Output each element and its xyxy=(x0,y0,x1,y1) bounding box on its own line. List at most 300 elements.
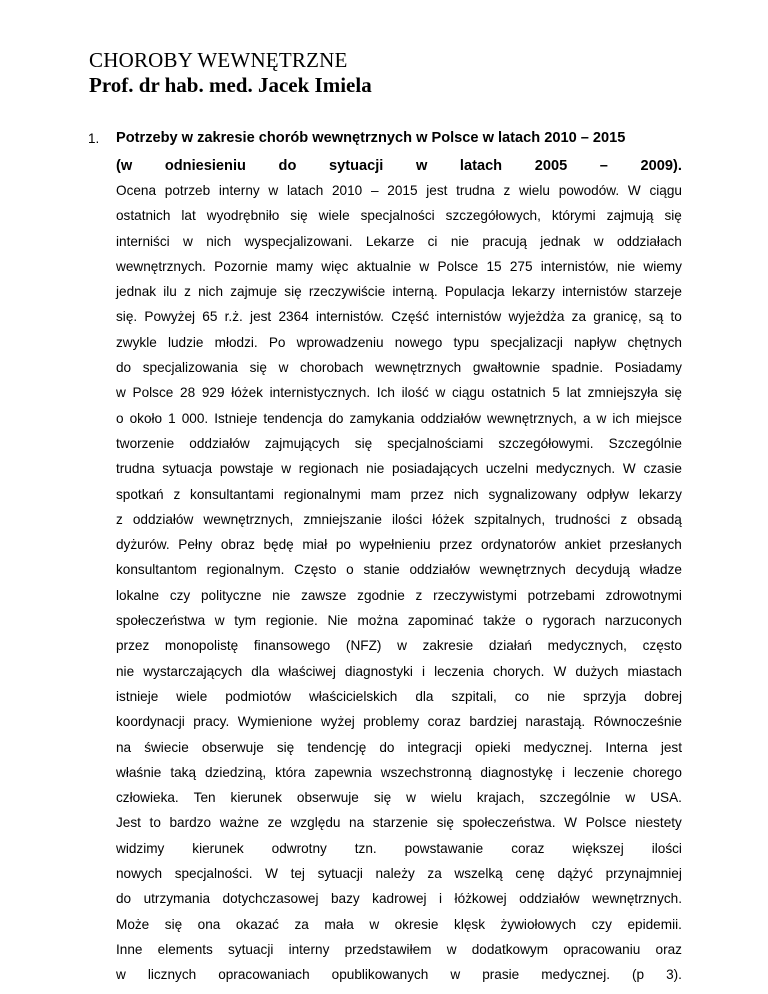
body-word: się xyxy=(664,385,682,401)
body-word: ostatnich xyxy=(116,208,171,224)
body-word: – xyxy=(370,183,379,198)
body-word: należy xyxy=(375,866,415,882)
body-word: w xyxy=(116,385,126,401)
body-word: rygorach xyxy=(542,613,596,629)
heading-word: latach xyxy=(459,158,503,174)
body-word: z xyxy=(116,511,123,527)
heading-word: w xyxy=(415,158,428,174)
body-word: a xyxy=(582,410,591,426)
body-word: jednak xyxy=(540,233,581,249)
body-word: w xyxy=(214,613,225,629)
heading-word: do xyxy=(278,158,297,174)
body-word: bazy xyxy=(330,891,360,907)
body-word: to xyxy=(149,815,161,831)
body-word: gwałtownie xyxy=(472,360,541,376)
body-word: pracy. xyxy=(193,714,230,730)
body-word: ciągu xyxy=(649,183,682,198)
body-word: wszelką xyxy=(454,866,503,882)
body-word: specjalności xyxy=(360,208,435,224)
body-word: Posiadamy xyxy=(614,360,682,376)
body-word: decydują xyxy=(575,562,630,578)
body-line xyxy=(116,735,682,760)
body-line xyxy=(116,254,682,279)
body-word: się xyxy=(276,739,295,755)
body-word: zamykania xyxy=(349,410,415,426)
body-word: 2015 xyxy=(387,183,418,198)
body-word: specjalizacji xyxy=(490,334,563,350)
body-word: chorobach xyxy=(300,360,364,376)
body-word: wypełnieniu xyxy=(359,537,431,553)
body-word: się xyxy=(164,916,183,932)
body-word: wyżej xyxy=(320,714,355,730)
body-word: rzeczywiście xyxy=(308,284,386,300)
body-word: medycznej. xyxy=(523,739,593,755)
heading-word: odniesieniu xyxy=(164,158,246,174)
body-word: oddziałów xyxy=(132,511,194,527)
body-word: wielu xyxy=(430,790,462,806)
body-word: zmniejszyła xyxy=(587,385,658,401)
body-line xyxy=(116,962,682,987)
body-word: szczególnie xyxy=(539,790,611,806)
body-word: o xyxy=(525,613,533,629)
body-word: się. xyxy=(116,309,138,325)
body-word: z xyxy=(620,511,628,527)
body-word: Interna xyxy=(605,739,648,755)
body-word: nie xyxy=(116,663,135,679)
body-line xyxy=(116,482,682,507)
body-word: regionach xyxy=(298,461,359,477)
body-word: za xyxy=(571,309,587,325)
body-word: interny xyxy=(288,941,330,957)
heading-word: – xyxy=(599,158,608,174)
body-word: w xyxy=(281,461,292,477)
body-word: rzeczywistymi xyxy=(433,587,517,603)
body-word: którymi xyxy=(551,208,596,224)
body-word: internistycznych. xyxy=(269,385,371,401)
body-word: wiele xyxy=(318,208,350,224)
body-word: ciągu xyxy=(452,385,485,401)
body-word: epidemii. xyxy=(627,916,682,932)
body-word: jednak xyxy=(116,284,157,300)
body-word: leczenia xyxy=(434,663,484,679)
body-word: Ten xyxy=(193,790,216,806)
body-word: Populacja xyxy=(444,284,505,300)
body-word: interną. xyxy=(392,284,438,300)
body-word: obraz xyxy=(220,537,255,553)
body-word: z xyxy=(415,587,423,603)
body-word: medycznych. xyxy=(535,461,616,477)
body-word: właściwej xyxy=(278,663,336,679)
body-line xyxy=(116,760,682,785)
body-word: medycznych, xyxy=(547,638,627,654)
body-line xyxy=(116,456,682,481)
body-word: spadnie. xyxy=(551,360,604,376)
body-word: przedstawiłem xyxy=(344,941,432,957)
body-word: problemy xyxy=(363,714,420,730)
body-word: posiadających xyxy=(391,461,479,477)
body-word: szpitali, xyxy=(451,688,497,704)
body-word: ich xyxy=(612,410,630,426)
body-word: 3). xyxy=(666,967,682,983)
body-word: wystarczających xyxy=(143,663,243,679)
body-word: po xyxy=(335,537,351,553)
body-word: jest xyxy=(660,739,682,755)
body-line xyxy=(116,659,682,684)
body-word: ilu xyxy=(163,284,177,300)
body-line xyxy=(116,178,682,203)
body-word: łóżkowej xyxy=(454,891,507,907)
body-word: zapominać xyxy=(407,613,474,629)
body-word: starzeje xyxy=(634,284,682,300)
body-word: USA. xyxy=(650,790,682,806)
body-word: wprowadzeniu xyxy=(296,334,384,350)
body-word: się xyxy=(664,208,682,224)
body-word: ludzie xyxy=(167,334,204,350)
body-word: odpływ xyxy=(586,486,630,502)
body-word: kierunek xyxy=(230,790,282,806)
body-word: w xyxy=(369,916,380,932)
body-word: wewnętrznych xyxy=(375,360,462,376)
body-word: Wymienione xyxy=(237,714,313,730)
body-word: względu xyxy=(290,815,341,831)
document-title: CHOROBY WEWNĘTRZNE xyxy=(89,48,348,72)
body-word: Polsce xyxy=(585,815,627,831)
body-word: zajmuje xyxy=(230,284,278,300)
body-word: są xyxy=(648,309,664,325)
body-word: sygnalizowany xyxy=(488,486,577,502)
body-word: 2364 xyxy=(278,309,309,325)
body-word: Część xyxy=(391,309,429,325)
body-word: i xyxy=(439,891,443,907)
body-word: często xyxy=(642,638,682,654)
heading-word: (w xyxy=(116,158,133,174)
body-word: opublikowanych xyxy=(331,967,429,983)
body-word: internistów. xyxy=(315,309,384,325)
body-word: latach xyxy=(286,183,324,198)
body-word: dyżurów. xyxy=(116,537,170,553)
body-word: sytuacji xyxy=(317,866,363,882)
body-word: (NFZ) xyxy=(345,638,382,654)
body-word: Pozornie xyxy=(214,258,268,274)
body-paragraph xyxy=(116,178,682,988)
body-word: wszechstronną xyxy=(380,764,472,780)
body-word: Powyżej xyxy=(144,309,196,325)
body-word: za xyxy=(427,866,442,882)
body-word: ordynatorów xyxy=(481,537,556,553)
heading-line: Potrzeby w zakresie chorób wewnętrznych w Polsce w latach 2010 – 2015 xyxy=(116,130,626,146)
body-word: trudności xyxy=(555,511,611,527)
body-word: regionalnymi xyxy=(283,486,361,502)
body-word: Po xyxy=(268,334,286,350)
body-word: W xyxy=(265,866,278,882)
body-word: specjalizowania xyxy=(142,360,238,376)
body-word: licznych xyxy=(147,967,197,983)
body-word: W xyxy=(622,461,636,477)
body-word: wielu xyxy=(518,183,550,198)
body-word: oddziałów xyxy=(189,435,250,451)
body-word: finansowego xyxy=(253,638,331,654)
body-line xyxy=(116,304,682,329)
body-word: narastają. xyxy=(525,714,586,730)
body-word: mała xyxy=(324,916,354,932)
document-author: Prof. dr hab. med. Jacek Imiela xyxy=(89,73,372,97)
body-word: i xyxy=(561,764,565,780)
body-word: coraz xyxy=(511,840,545,856)
body-word: pracują xyxy=(482,233,527,249)
body-word: miastach xyxy=(627,663,682,679)
body-word: sytuacja xyxy=(162,461,213,477)
body-word: się xyxy=(354,435,373,451)
body-word: regionie. xyxy=(265,613,318,629)
body-word: diagnostykę xyxy=(480,764,553,780)
body-word: do xyxy=(379,739,395,755)
body-word: taką xyxy=(170,764,197,780)
body-word: integracji xyxy=(407,739,462,755)
body-word: stanie xyxy=(363,562,400,578)
body-word: zmniejszanie xyxy=(303,511,382,527)
body-word: napływ xyxy=(574,334,617,350)
body-word: bardzo xyxy=(169,815,212,831)
body-word: starzenie xyxy=(372,815,428,831)
body-word: okazać xyxy=(235,916,279,932)
body-word: dużych xyxy=(575,663,619,679)
body-word: ankiet xyxy=(564,537,601,553)
heading-line xyxy=(116,152,682,180)
body-word: nie xyxy=(547,688,566,704)
body-word: wewnętrznych. xyxy=(116,258,206,274)
body-word: specjalnościami xyxy=(387,435,484,451)
body-word: utrzymania xyxy=(143,891,211,907)
body-word: W xyxy=(564,815,577,831)
body-word: społeczeństwa xyxy=(116,613,206,629)
body-word: i xyxy=(422,663,426,679)
body-word: tej xyxy=(290,866,305,882)
body-word: oddziałów xyxy=(409,562,470,578)
body-word: dla xyxy=(415,688,434,704)
body-word: Ich xyxy=(376,385,395,401)
body-word: ilości xyxy=(651,840,682,856)
body-word: Szczególnie xyxy=(608,435,682,451)
body-word: nie xyxy=(450,233,469,249)
body-word: typu xyxy=(453,334,480,350)
body-line xyxy=(116,785,682,810)
body-word: dotychczasowej xyxy=(222,891,319,907)
body-word: lat xyxy=(181,208,196,224)
body-word: wewnętrznych, xyxy=(203,511,294,527)
body-word: w xyxy=(397,638,407,654)
body-word: w xyxy=(183,233,193,249)
body-word: przynajmniej xyxy=(605,866,682,882)
body-word: Inne xyxy=(116,941,143,957)
body-line xyxy=(116,810,682,835)
body-word: opieki xyxy=(475,739,511,755)
body-word: w xyxy=(116,967,126,983)
body-line xyxy=(116,912,682,937)
body-word: do xyxy=(116,360,132,376)
body-word: z xyxy=(173,486,181,502)
body-line xyxy=(116,203,682,228)
body-word: tendencję xyxy=(307,739,367,755)
body-word: przesłanych xyxy=(609,537,682,553)
body-word: świecie xyxy=(144,739,189,755)
body-word: w xyxy=(419,258,430,274)
body-word: zajmujących xyxy=(264,435,340,451)
body-word: wewnętrznych, xyxy=(487,410,577,426)
body-word: można xyxy=(357,613,399,629)
body-word: władze xyxy=(639,562,682,578)
body-word: dla xyxy=(251,663,270,679)
body-line xyxy=(116,608,682,633)
body-word: łóżek xyxy=(231,385,263,401)
body-line xyxy=(116,380,682,405)
body-word: 1 xyxy=(168,410,176,426)
body-word: uczelni xyxy=(485,461,529,477)
body-word: specjalności. xyxy=(174,866,253,882)
body-word: około xyxy=(129,410,163,426)
body-word: medycznej. xyxy=(541,967,610,983)
body-word: nie xyxy=(366,461,385,477)
body-word: miejsce xyxy=(635,410,682,426)
body-word: dążyć xyxy=(557,866,593,882)
body-word: Często xyxy=(294,562,337,578)
body-word: Istnieje xyxy=(214,410,258,426)
body-word: 15 xyxy=(486,258,502,274)
body-line xyxy=(116,684,682,709)
body-word: miał xyxy=(302,537,328,553)
body-word: ilość xyxy=(401,385,429,401)
body-word: człowieka. xyxy=(116,790,179,806)
body-word: łóżek xyxy=(432,511,465,527)
body-word: narzuconych xyxy=(604,613,682,629)
body-word: cenę xyxy=(515,866,545,882)
body-word: 929 xyxy=(201,385,225,401)
body-word: kadrowej xyxy=(372,891,427,907)
body-word: (p xyxy=(632,967,645,983)
body-word: ilości xyxy=(392,511,423,527)
body-word: potrzebami xyxy=(527,587,595,603)
body-line xyxy=(116,709,682,734)
body-word: na xyxy=(349,815,365,831)
body-word: wiele xyxy=(176,688,208,704)
body-word: oraz xyxy=(655,941,682,957)
body-word: do xyxy=(328,410,344,426)
body-word: o xyxy=(116,410,124,426)
body-word: przez xyxy=(116,638,150,654)
body-word: przez xyxy=(439,537,473,553)
body-word: internistów xyxy=(436,309,502,325)
body-word: Ocena xyxy=(116,183,157,198)
body-word: klęsk xyxy=(454,916,485,932)
body-word: 5 xyxy=(552,385,560,401)
body-word: czasie xyxy=(643,461,682,477)
body-word: wyjeżdża xyxy=(508,309,565,325)
body-word: która xyxy=(275,764,306,780)
body-word: szczegółowych, xyxy=(445,208,541,224)
body-word: W xyxy=(553,663,567,679)
body-word: do xyxy=(116,891,132,907)
body-word: tworzenie xyxy=(116,435,175,451)
body-word: niestety xyxy=(635,815,682,831)
body-word: się xyxy=(373,790,392,806)
body-word: lekarzy xyxy=(511,284,555,300)
body-line xyxy=(116,633,682,658)
body-word: zakresie xyxy=(422,638,474,654)
body-word: wewnętrznych xyxy=(479,562,566,578)
body-word: krajach, xyxy=(476,790,525,806)
body-word: Może xyxy=(116,916,150,932)
body-word: działań xyxy=(488,638,532,654)
body-word: tym xyxy=(234,613,257,629)
body-line xyxy=(116,886,682,911)
body-word: z xyxy=(503,183,511,198)
body-word: za xyxy=(294,916,309,932)
body-word: opracowaniu xyxy=(563,941,641,957)
body-line xyxy=(116,507,682,532)
body-word: w xyxy=(435,385,446,401)
body-word: spotkań xyxy=(116,486,164,502)
body-word: czy xyxy=(591,916,612,932)
list-item-number: 1. xyxy=(88,131,100,146)
body-word: się xyxy=(284,284,302,300)
body-line xyxy=(116,557,682,582)
section-heading xyxy=(116,124,682,180)
body-word: mamy xyxy=(276,258,314,274)
body-word: zwykle xyxy=(116,334,157,350)
body-word: okresie xyxy=(394,916,439,932)
body-word: się xyxy=(436,815,454,831)
body-word: oddziałów xyxy=(519,891,580,907)
body-word: monopolistę xyxy=(164,638,239,654)
body-word: zapewnia xyxy=(314,764,372,780)
body-word: prasie xyxy=(482,967,520,983)
body-word: ci xyxy=(427,233,438,249)
body-word: Pełny xyxy=(178,537,213,553)
body-word: istnieje xyxy=(116,688,159,704)
body-line xyxy=(116,355,682,380)
body-word: kierunek xyxy=(192,840,244,856)
body-word: nie xyxy=(617,258,636,274)
body-word: młodzi. xyxy=(214,334,258,350)
body-word: Równocześnie xyxy=(593,714,682,730)
body-word: to xyxy=(670,309,682,325)
body-word: 275 xyxy=(509,258,533,274)
body-word: lekarzy xyxy=(638,486,682,502)
body-word: chętnych xyxy=(627,334,682,350)
body-word: powstaje xyxy=(219,461,274,477)
body-word: wyodrębniło xyxy=(206,208,280,224)
body-word: Polsce xyxy=(437,258,479,274)
body-word: obserwuje xyxy=(201,739,264,755)
heading-word: 2005 xyxy=(534,158,568,174)
body-word: w xyxy=(593,233,604,249)
body-word: ważne xyxy=(219,815,259,831)
body-word: czy xyxy=(169,587,191,603)
body-word: polityczne xyxy=(200,587,262,603)
body-word: w xyxy=(268,183,279,198)
body-word: jest xyxy=(250,309,272,325)
body-word: społeczeństwa. xyxy=(462,815,556,831)
body-word: obsadą xyxy=(637,511,682,527)
body-word: oddziałach xyxy=(616,233,682,249)
body-word: 000. xyxy=(181,410,209,426)
body-word: granicę, xyxy=(593,309,642,325)
body-word: jest xyxy=(426,183,448,198)
body-word: konsultantom xyxy=(116,562,197,578)
body-word: potrzeb xyxy=(164,183,211,198)
body-line xyxy=(116,406,682,431)
body-word: szczegółowymi. xyxy=(498,435,594,451)
body-word: coraz xyxy=(427,714,461,730)
